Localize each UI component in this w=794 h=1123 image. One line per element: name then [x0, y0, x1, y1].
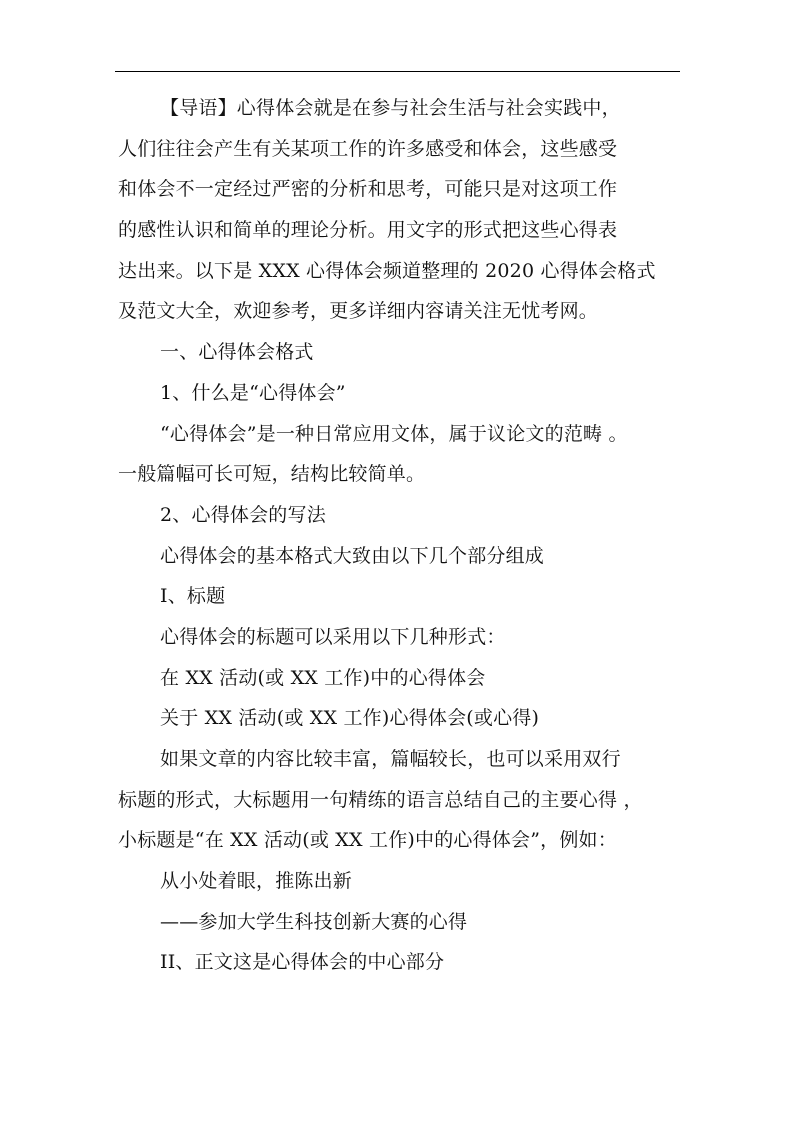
- text-line: 心得体会的标题可以采用以下几种形式：: [160, 625, 506, 648]
- document-body: [118, 88, 678, 983]
- text-line: I、标题: [160, 585, 226, 608]
- text-line: 从小处着眼，推陈出新: [160, 870, 353, 893]
- text-line: 如果文章的内容比较丰富，篇幅较长，也可以采用双行: [160, 748, 621, 770]
- text-line: 一、心得体会格式: [160, 341, 314, 364]
- text-line: 一般篇幅可长可短，结构比较简单。: [118, 463, 426, 486]
- text-line: ——参加大学生科技创新大赛的心得: [160, 910, 468, 933]
- text-line: 关于 XX 活动(或 XX 工作)心得体会(或心得): [160, 707, 540, 730]
- text-line: II、正文这是心得体会的中心部分: [160, 951, 445, 974]
- text-line: “心得体会”是一种日常应用文体，属于议论文的范畴 。: [160, 422, 628, 445]
- text-line: 心得体会的基本格式大致由以下几个部分组成: [160, 544, 545, 567]
- text-line: 2、心得体会的写法: [160, 503, 326, 526]
- text-line: 及范文大全，欢迎参考，更多详细内容请关注无忧考网。: [118, 300, 599, 323]
- text-line: 【导语】心得体会就是在参与社会生活与社会实践中，: [160, 97, 621, 119]
- text-line: 1、什么是“心得体会”: [160, 381, 346, 404]
- header-divider: [115, 71, 680, 72]
- text-line: 人们往往会产生有关某项工作的许多感受和体会，这些感受: [118, 137, 618, 160]
- text-line: 和体会不一定经过严密的分析和思考，可能只是对这项工作: [118, 178, 618, 201]
- text-line: 的感性认识和简单的理论分析。用文字的形式把这些心得表: [118, 219, 618, 242]
- text-line: 达出来。以下是 XXX 心得体会频道整理的 2020 心得体会格式: [118, 259, 656, 282]
- text-line: 小标题是“在 XX 活动(或 XX 工作)中的心得体会”，例如：: [118, 829, 617, 852]
- text-line: 标题的形式，大标题用一句精练的语言总结自己的主要心得 ，: [118, 788, 643, 811]
- text-line: 在 XX 活动(或 XX 工作)中的心得体会: [160, 666, 486, 689]
